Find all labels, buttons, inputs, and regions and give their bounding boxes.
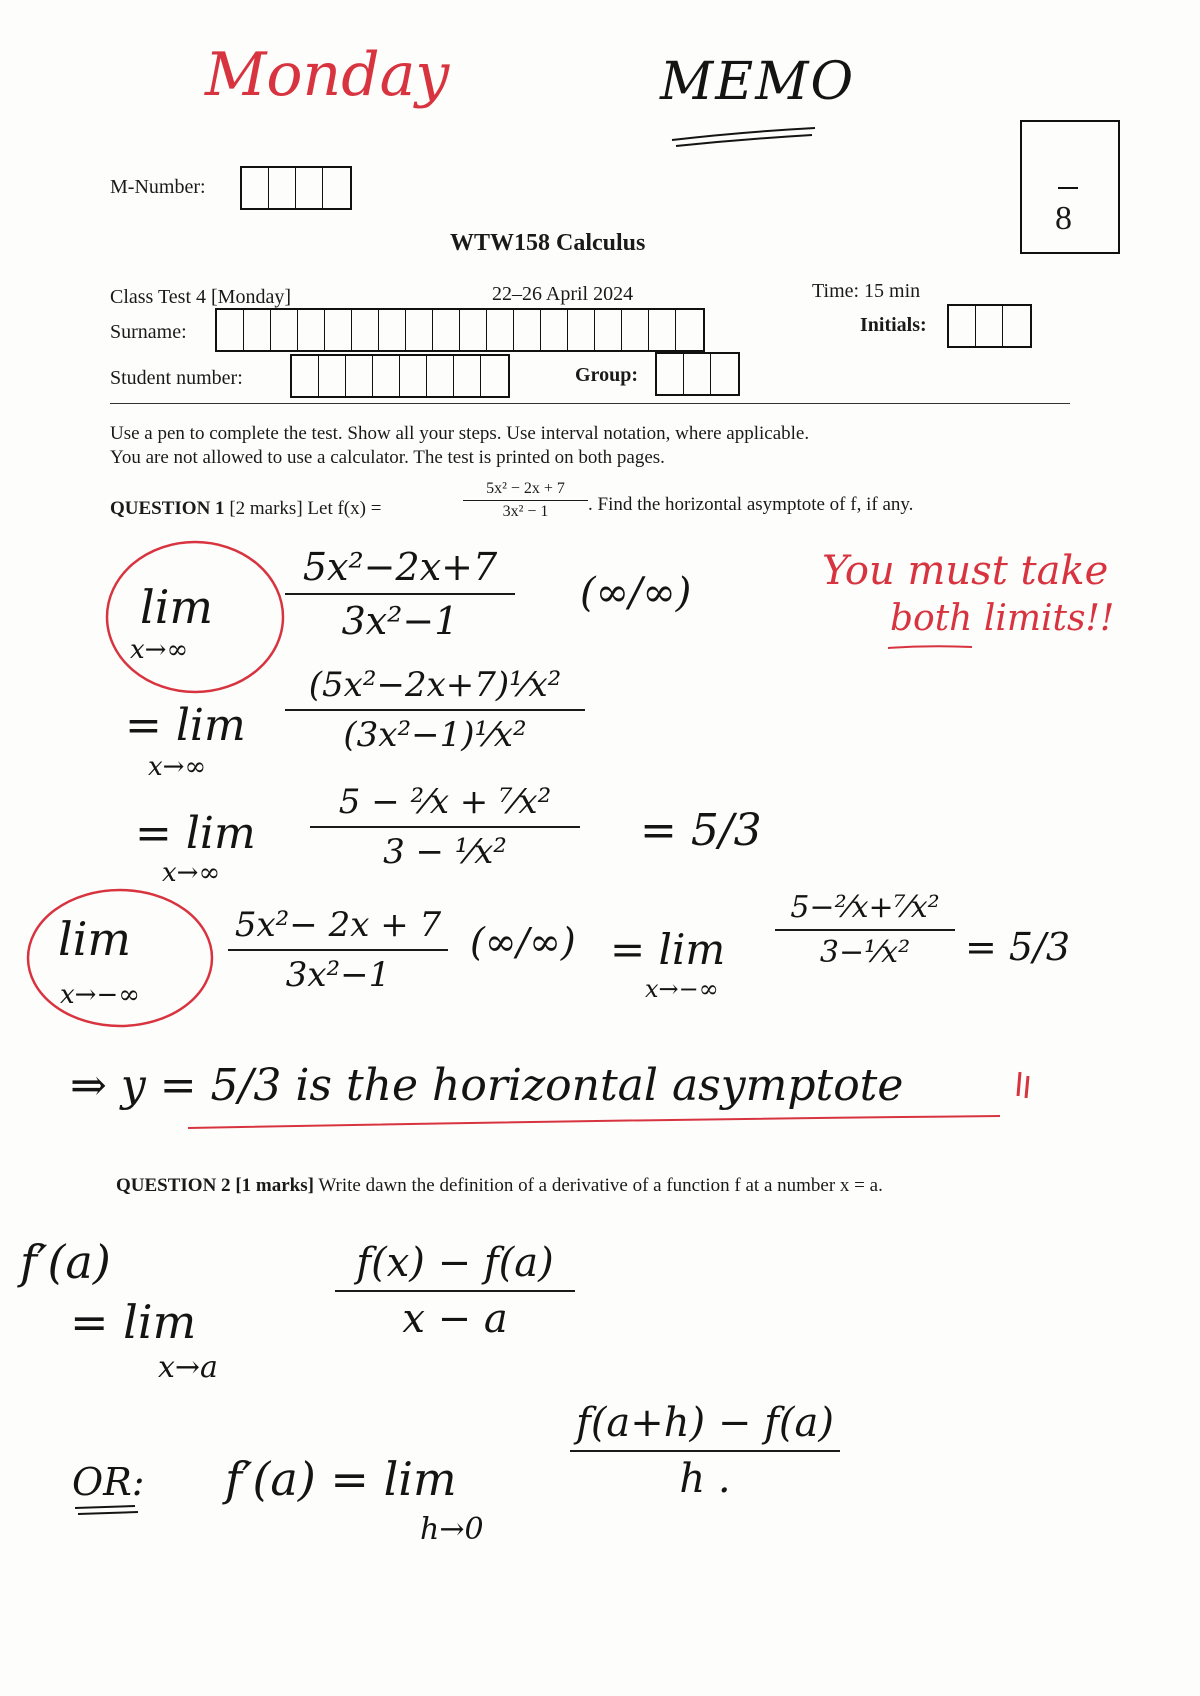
- question-2: [116, 1175, 883, 1197]
- student-number-boxes[interactable]: [290, 354, 510, 398]
- score-value: 8: [1055, 200, 1072, 237]
- memo-title: MEMO: [660, 52, 856, 112]
- question-1-fraction: [463, 480, 588, 521]
- step3-num: 5 − ²⁄x + ⁷⁄x²: [338, 782, 552, 822]
- step2-lim: = lim: [125, 700, 246, 751]
- side-note-line-1: You must take: [822, 548, 1109, 594]
- step2-den: (3x²−1)¹⁄x²: [343, 715, 527, 755]
- question-2-marks: [1 marks]: [235, 1175, 314, 1196]
- a1f1-den: 3x²−1: [341, 599, 459, 643]
- surname-label: Surname:: [110, 321, 187, 343]
- or-underline: [75, 1506, 138, 1514]
- lim-positive: lim: [140, 580, 214, 634]
- question-1: [110, 498, 381, 520]
- step3-den: 3 − ¹⁄x²: [383, 832, 507, 872]
- answer1-fraction-1: [285, 545, 515, 643]
- question-2-text: Write dawn the definition of a derivative of a function f at a number x = a.: [318, 1175, 883, 1196]
- neg-frac-num: 5−²⁄x+⁷⁄x²: [790, 890, 940, 925]
- conclusion-underline: [188, 1116, 1000, 1128]
- question-1-task: . Find the horizontal asymptote of f, if any.: [588, 494, 914, 515]
- question-1-lead: Let f(x) =: [307, 498, 382, 519]
- neg-result-fraction: [775, 890, 955, 970]
- lim-negative: lim: [58, 912, 132, 966]
- memo-underline: [672, 128, 815, 146]
- neg-lim-sub: x→−∞: [645, 975, 719, 1003]
- lim-positive-sub: x→∞: [130, 635, 189, 665]
- a1f1-num: 5x²−2x+7: [302, 545, 498, 589]
- test-time: Time: 15 min: [812, 280, 921, 302]
- lim-negative-sub: x→−∞: [60, 980, 140, 1010]
- q1-denominator: 3x² − 1: [502, 503, 549, 520]
- alt-num: f(a+h) − f(a): [576, 1400, 834, 1446]
- neg-num: 5x²− 2x + 7: [234, 905, 442, 945]
- group-boxes[interactable]: [655, 352, 740, 396]
- alt-den: h .: [679, 1456, 731, 1502]
- m-number-label: M-Number:: [110, 176, 206, 198]
- indeterminate-form: (∞/∞): [580, 570, 692, 616]
- side-note-line-2: both limits!!: [890, 598, 1115, 639]
- test-name: Class Test 4 [Monday]: [110, 286, 291, 308]
- course-title: WTW158 Calculus: [450, 230, 646, 256]
- step2-num: (5x²−2x+7)¹⁄x²: [308, 665, 562, 705]
- def-num: f(x) − f(a): [356, 1240, 554, 1286]
- group-label: Group:: [575, 364, 638, 386]
- question-1-marks: [2 marks]: [229, 498, 303, 519]
- def-den: x − a: [402, 1296, 508, 1342]
- neg-lim: = lim: [610, 925, 726, 974]
- fprime-a: f′(a): [20, 1235, 111, 1289]
- red-tick-marks: [1018, 1072, 1028, 1098]
- initials-boxes[interactable]: [947, 304, 1032, 348]
- neg-den: 3x²−1: [285, 955, 391, 995]
- student-number-label: Student number:: [110, 367, 243, 389]
- header-divider: [110, 403, 1070, 404]
- step3-sub: x→∞: [162, 858, 221, 888]
- question-1-label: QUESTION 1: [110, 498, 225, 519]
- instructions-line-1: Use a pen to complete the test. Show all your steps. Use interval notation, where applicable.: [110, 423, 810, 444]
- step3-result: = 5/3: [640, 805, 762, 856]
- alt-def-sub: h→0: [420, 1512, 484, 1547]
- q1-numerator: 5x² − 2x + 7: [486, 480, 565, 497]
- def-fraction: [335, 1240, 575, 1342]
- neg-indeterminate: (∞/∞): [470, 920, 576, 964]
- or-label: OR:: [72, 1460, 145, 1504]
- step2-sub: x→∞: [148, 752, 207, 782]
- instructions-line-2: You are not allowed to use a calculator. The test is printed on both pages.: [110, 447, 665, 468]
- neg-result: = 5/3: [965, 925, 1071, 969]
- def-lim: = lim: [70, 1295, 197, 1349]
- day-annotation: Monday: [205, 40, 450, 110]
- step3-fraction: [310, 782, 580, 872]
- question-2-label: QUESTION 2: [116, 1175, 231, 1196]
- note-underline: [888, 646, 972, 648]
- alt-def-lhs: f′(a) = lim: [225, 1452, 457, 1506]
- conclusion: ⇒ y = 5/3 is the horizontal asymptote: [70, 1060, 904, 1111]
- m-number-boxes[interactable]: [240, 166, 352, 210]
- neg-fraction: [228, 905, 448, 995]
- initials-label: Initials:: [860, 314, 927, 336]
- step2-fraction: [285, 665, 585, 755]
- neg-frac-den: 3−¹⁄x²: [819, 935, 911, 970]
- step3-lim: = lim: [135, 808, 256, 859]
- alt-def-fraction: [570, 1400, 840, 1502]
- surname-boxes[interactable]: [215, 308, 705, 352]
- def-lim-sub: x→a: [158, 1350, 218, 1385]
- test-dates: 22–26 April 2024: [492, 283, 634, 305]
